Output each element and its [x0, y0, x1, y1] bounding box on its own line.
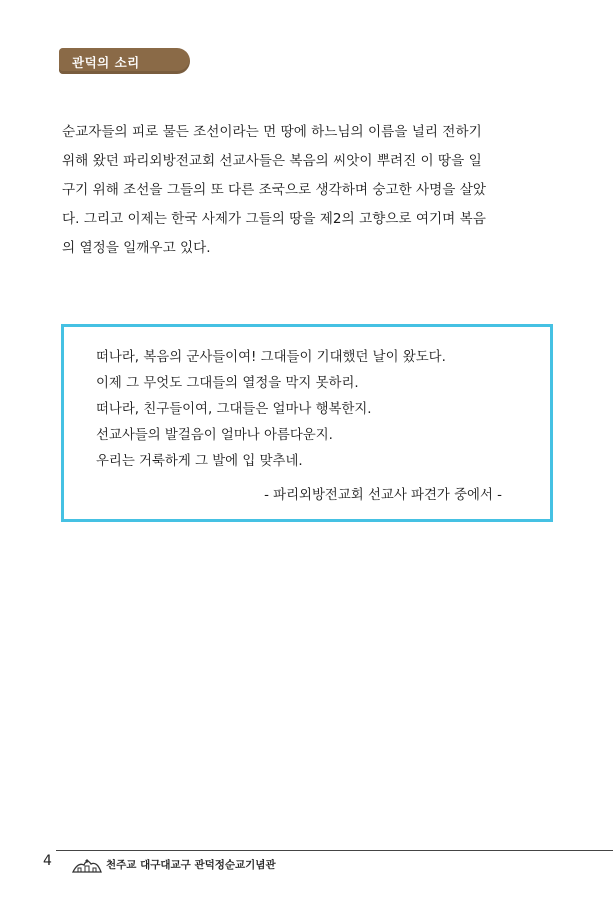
quote-attribution: - 파리외방전교회 선교사 파견가 중에서 - — [264, 488, 502, 503]
section-tab — [59, 48, 190, 74]
page-footer — [0, 850, 613, 880]
page-number: 4 — [43, 853, 52, 869]
quote-box — [61, 324, 553, 522]
footer-label: 천주교 대구대교구 관덕정순교기념관 — [106, 859, 276, 871]
church-logo-icon — [72, 856, 102, 874]
body-line: 구기 위해 조선을 그들의 또 다른 조국으로 생각하며 숭고한 사명을 살았 — [62, 182, 487, 198]
body-paragraph — [62, 118, 562, 263]
quote-line: 우리는 거룩하게 그 발에 입 맞추네. — [96, 454, 303, 469]
quote-line: 이제 그 무엇도 그대들의 열정을 막지 못하리. — [96, 376, 359, 391]
quote-line: 선교사들의 발걸음이 얼마나 아름다운지. — [96, 428, 333, 443]
body-line: 의 열정을 일깨우고 있다. — [62, 240, 211, 256]
body-line: 순교자들의 피로 물든 조선이라는 먼 땅에 하느님의 이름을 널리 전하기 — [62, 124, 482, 140]
footer-divider — [56, 850, 613, 851]
quote-poem — [96, 345, 446, 475]
quote-line: 떠나라, 친구들이여, 그대들은 얼마나 행복한지. — [96, 402, 372, 417]
body-line: 위해 왔던 파리외방전교회 선교사들은 복음의 씨앗이 뿌려진 이 땅을 일 — [62, 153, 482, 169]
quote-line: 떠나라, 복음의 군사들이여! 그대들이 기대했던 날이 왔도다. — [96, 350, 446, 365]
body-line: 다. 그리고 이제는 한국 사제가 그들의 땅을 제2의 고향으로 여기며 복음 — [62, 211, 486, 227]
section-tab-label: 관덕의 소리 — [72, 55, 140, 70]
